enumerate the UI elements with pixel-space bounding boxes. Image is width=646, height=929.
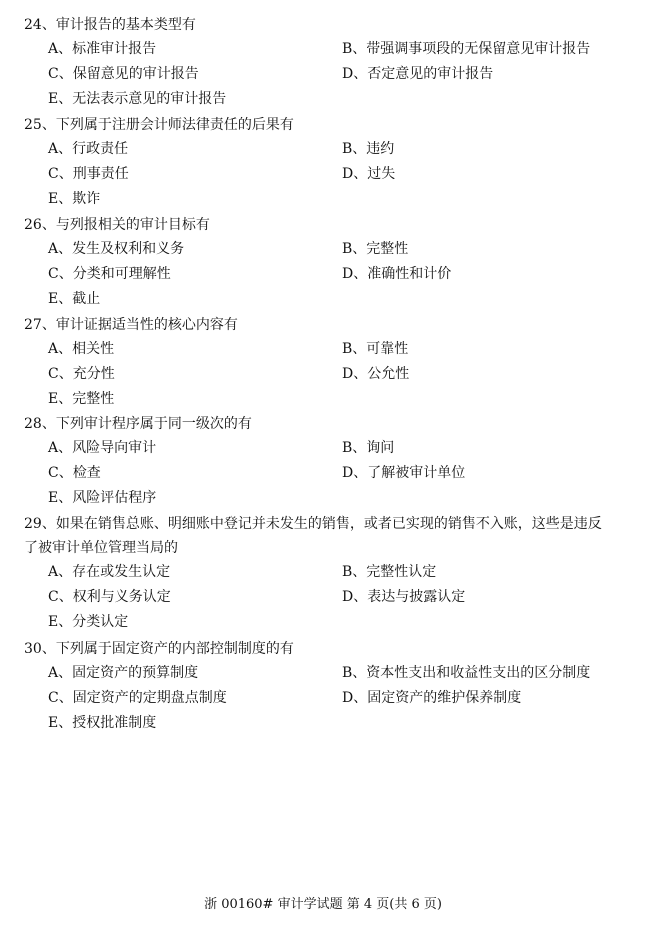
option-d: D、过失 — [342, 166, 396, 182]
question-27 — [24, 313, 624, 407]
option-c: C、保留意见的审计报告 — [48, 66, 199, 82]
option-b: B、可靠性 — [342, 341, 409, 357]
option-d: D、固定资产的维护保养制度 — [342, 690, 522, 706]
option-c: C、权利与义务认定 — [48, 589, 171, 605]
option-c: C、固定资产的定期盘点制度 — [48, 690, 227, 706]
question-stem: 27、审计证据适当性的核心内容有 — [24, 317, 238, 333]
option-c: C、分类和可理解性 — [48, 266, 171, 282]
option-e: E、无法表示意见的审计报告 — [48, 91, 227, 107]
option-a: A、标准审计报告 — [48, 41, 157, 57]
question-stem: 29、如果在销售总账、明细账中登记并未发生的销售，或者已实现的销售不入账，这些是违反了被审计单位管理当局的 — [24, 516, 602, 556]
option-a: A、存在或发生认定 — [48, 564, 171, 580]
option-b: B、完整性 — [342, 241, 409, 257]
page-footer: 浙 00160# 审计学试题 第 4 页(共 6 页) — [204, 897, 442, 912]
option-a: A、行政责任 — [48, 141, 129, 157]
option-a: A、相关性 — [48, 341, 115, 357]
question-stem: 28、下列审计程序属于同一级次的有 — [24, 416, 252, 432]
option-a: A、发生及权利和义务 — [48, 241, 185, 257]
question-stem: 25、下列属于注册会计师法律责任的后果有 — [24, 117, 294, 133]
question-stem: 30、下列属于固定资产的内部控制制度的有 — [24, 641, 294, 657]
option-e: E、授权批准制度 — [48, 715, 157, 731]
question-stem: 26、与列报相关的审计目标有 — [24, 217, 210, 233]
option-d: D、公允性 — [342, 366, 410, 382]
option-c: C、刑事责任 — [48, 166, 129, 182]
option-e: E、分类认定 — [48, 614, 129, 630]
option-e: E、风险评估程序 — [48, 490, 157, 506]
option-a: A、固定资产的预算制度 — [48, 665, 199, 681]
option-b: B、带强调事项段的无保留意见审计报告 — [342, 41, 591, 57]
option-e: E、欺诈 — [48, 191, 101, 207]
option-b: B、完整性认定 — [342, 564, 437, 580]
option-d: D、否定意见的审计报告 — [342, 66, 494, 82]
question-25 — [24, 113, 624, 207]
option-a: A、风险导向审计 — [48, 440, 157, 456]
option-d: D、表达与披露认定 — [342, 589, 466, 605]
option-d: D、了解被审计单位 — [342, 465, 466, 481]
question-24 — [24, 13, 624, 107]
option-e: E、截止 — [48, 291, 101, 307]
question-26 — [24, 213, 624, 307]
option-e: E、完整性 — [48, 391, 115, 407]
question-28 — [24, 412, 624, 506]
option-d: D、准确性和计价 — [342, 266, 452, 282]
question-30 — [24, 637, 624, 731]
question-29 — [24, 512, 610, 630]
question-stem: 24、审计报告的基本类型有 — [24, 17, 196, 33]
option-b: B、违约 — [342, 141, 395, 157]
option-b: B、询问 — [342, 440, 395, 456]
option-c: C、充分性 — [48, 366, 115, 382]
option-b: B、资本性支出和收益性支出的区分制度 — [342, 665, 591, 681]
option-c: C、检查 — [48, 465, 101, 481]
